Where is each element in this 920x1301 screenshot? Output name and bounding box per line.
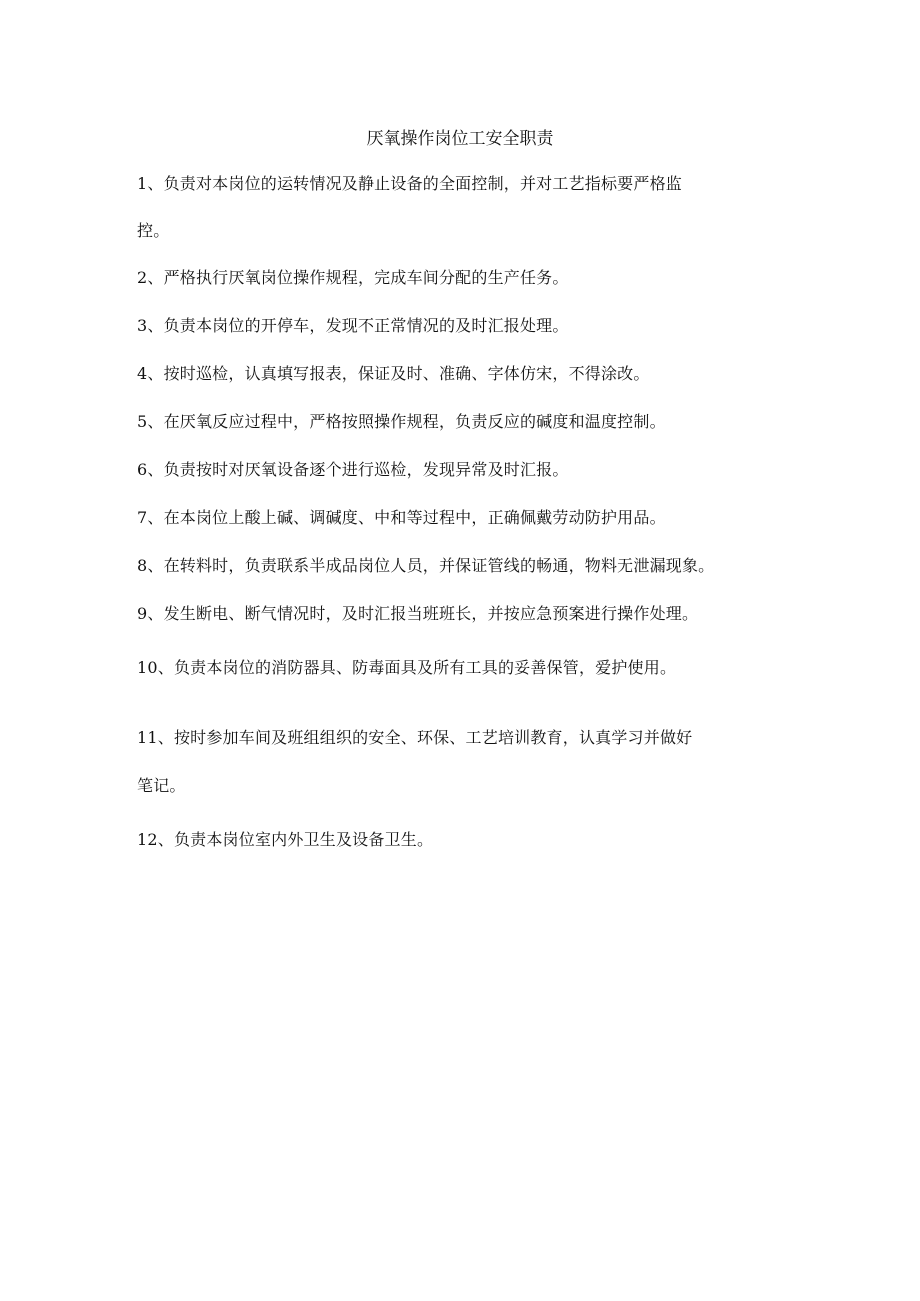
duty-line-11: 11、按时参加车间及班组组织的安全、环保、工艺培训教育，认真学习并做好 bbox=[137, 728, 693, 747]
duty-line-3: 3、负责本岗位的开停车，发现不正常情况的及时汇报处理。 bbox=[137, 316, 569, 335]
duty-line-10: 10、负责本岗位的消防器具、防毒面具及所有工具的妥善保管，爱护使用。 bbox=[137, 658, 677, 677]
duty-line-2: 2、严格执行厌氧岗位操作规程，完成车间分配的生产任务。 bbox=[137, 268, 569, 287]
duty-line-8: 8、在转料时，负责联系半成品岗位人员，并保证管线的畅通，物料无泄漏现象。 bbox=[137, 556, 715, 575]
duty-line-1-continued: 控。 bbox=[137, 221, 170, 240]
duty-line-7: 7、在本岗位上酸上碱、调碱度、中和等过程中，正确佩戴劳动防护用品。 bbox=[137, 508, 666, 527]
duty-line-12: 12、负责本岗位室内外卫生及设备卫生。 bbox=[137, 830, 434, 849]
duty-line-5: 5、在厌氧反应过程中，严格按照操作规程，负责反应的碱度和温度控制。 bbox=[137, 412, 666, 431]
document-title: 厌氧操作岗位工安全职责 bbox=[366, 129, 554, 149]
duty-line-11-continued: 笔记。 bbox=[137, 776, 186, 795]
duty-line-9: 9、发生断电、断气情况时，及时汇报当班班长，并按应急预案进行操作处理。 bbox=[137, 604, 699, 623]
duty-line-4: 4、按时巡检，认真填写报表，保证及时、准确、字体仿宋，不得涂改。 bbox=[137, 364, 650, 383]
duty-line-6: 6、负责按时对厌氧设备逐个进行巡检，发现异常及时汇报。 bbox=[137, 460, 569, 479]
duty-line-1: 1、负责对本岗位的运转情况及静止设备的全面控制，并对工艺指标要严格监 bbox=[137, 174, 682, 193]
